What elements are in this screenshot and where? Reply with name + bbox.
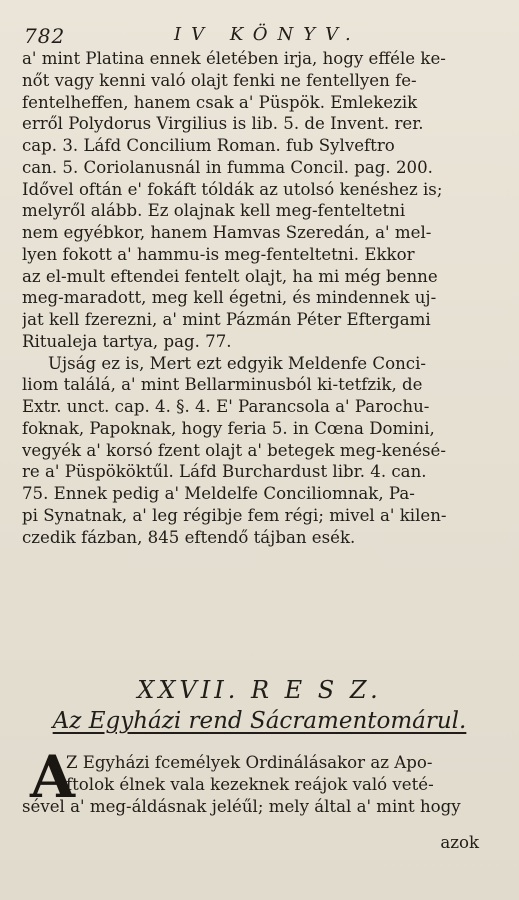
chapter-heading: XXVII. R E S Z. — [137, 676, 382, 704]
text-line: foknak, Papoknak, hogy feria 5. in Cœna Domini, — [22, 418, 435, 438]
text-line: Idővel oftán e' fokáft tóldák az utolsó kenéshez is; — [22, 179, 443, 199]
text-line: ftolok élnek vala kezeknek reájok való veté- — [66, 774, 434, 794]
paragraph-start-line: Ujság ez is, Mert ezt edgyik Meldenfe Conci- — [48, 353, 426, 373]
text-line: fentelheffen, hanem csak a' Püspök. Emlekezik — [22, 92, 418, 112]
text-line: Z Egyházi fcemélyek Ordinálásakor az Apo- — [66, 753, 433, 772]
text-line: lyen fokott a' hammu-is meg-fenteltetni. Ekkor — [22, 244, 415, 264]
text-line: Extr. unct. cap. 4. §. 4. E' Parancsola a' Parochu- — [22, 397, 430, 416]
text-line: az el-mult eftendei fentelt olajt, ha mi még benne — [22, 266, 438, 286]
text-line: Ritualeja tartya, pag. 77. — [22, 331, 232, 351]
text-line: meg-maradott, meg kell égetni, és mindennek uj- — [22, 288, 437, 308]
chapter-opening-text — [22, 743, 492, 817]
page-number: 782 — [24, 24, 66, 48]
text-line: a' mint Platina ennek életében irja, hogy efféle ke- — [22, 49, 446, 68]
text-line: nem egyébkor, hanem Hamvas Szeredán, a' mel- — [22, 223, 432, 242]
text-line: re a' Püspököktűl. Láfd Burchardust libr. 4. can. — [22, 462, 427, 482]
body-text — [22, 48, 492, 548]
page-header — [24, 24, 495, 50]
text-line: melyről alább. Ez olajnak kell meg-fenteltetni — [22, 201, 406, 221]
drop-cap: A — [30, 743, 76, 811]
chapter-title: Az Egyházi rend Sácramentomárul. — [52, 708, 467, 734]
text-line: nőt vagy kenni való olajt fenki ne fentellyen fe- — [22, 70, 417, 90]
catchword: azok — [440, 833, 479, 852]
text-line: pi Synatnak, a' leg régibje fem régi; mivel a' kilen- — [22, 505, 447, 525]
text-line: czedik fázban, 845 eftendő tájban esék. — [22, 527, 356, 547]
text-line: erről Polydorus Virgilius is lib. 5. de Invent. rer. — [22, 114, 424, 134]
text-line: 75. Ennek pedig a' Meldelfe Conciliomnak, Pa- — [22, 484, 415, 503]
text-line: vegyék a' korsó fzent olajt a' betegek meg-kenésé- — [22, 440, 446, 460]
text-line: liom találá, a' mint Bellarminusból ki-tetfzik, de — [22, 375, 423, 395]
text-line: sével a' meg-áldásnak jeléűl; mely által a' mint hogy — [22, 796, 461, 816]
text-line: jat kell fzerezni, a' mint Pázmán Péter Eftergami — [22, 310, 431, 329]
running-head: IV KÖNYV. — [174, 24, 361, 45]
text-line: cap. 3. Láfd Concilium Roman. fub Sylveftro — [22, 136, 395, 155]
text-line: can. 5. Coriolanusnál in fumma Concil. pag. 200. — [22, 157, 433, 177]
